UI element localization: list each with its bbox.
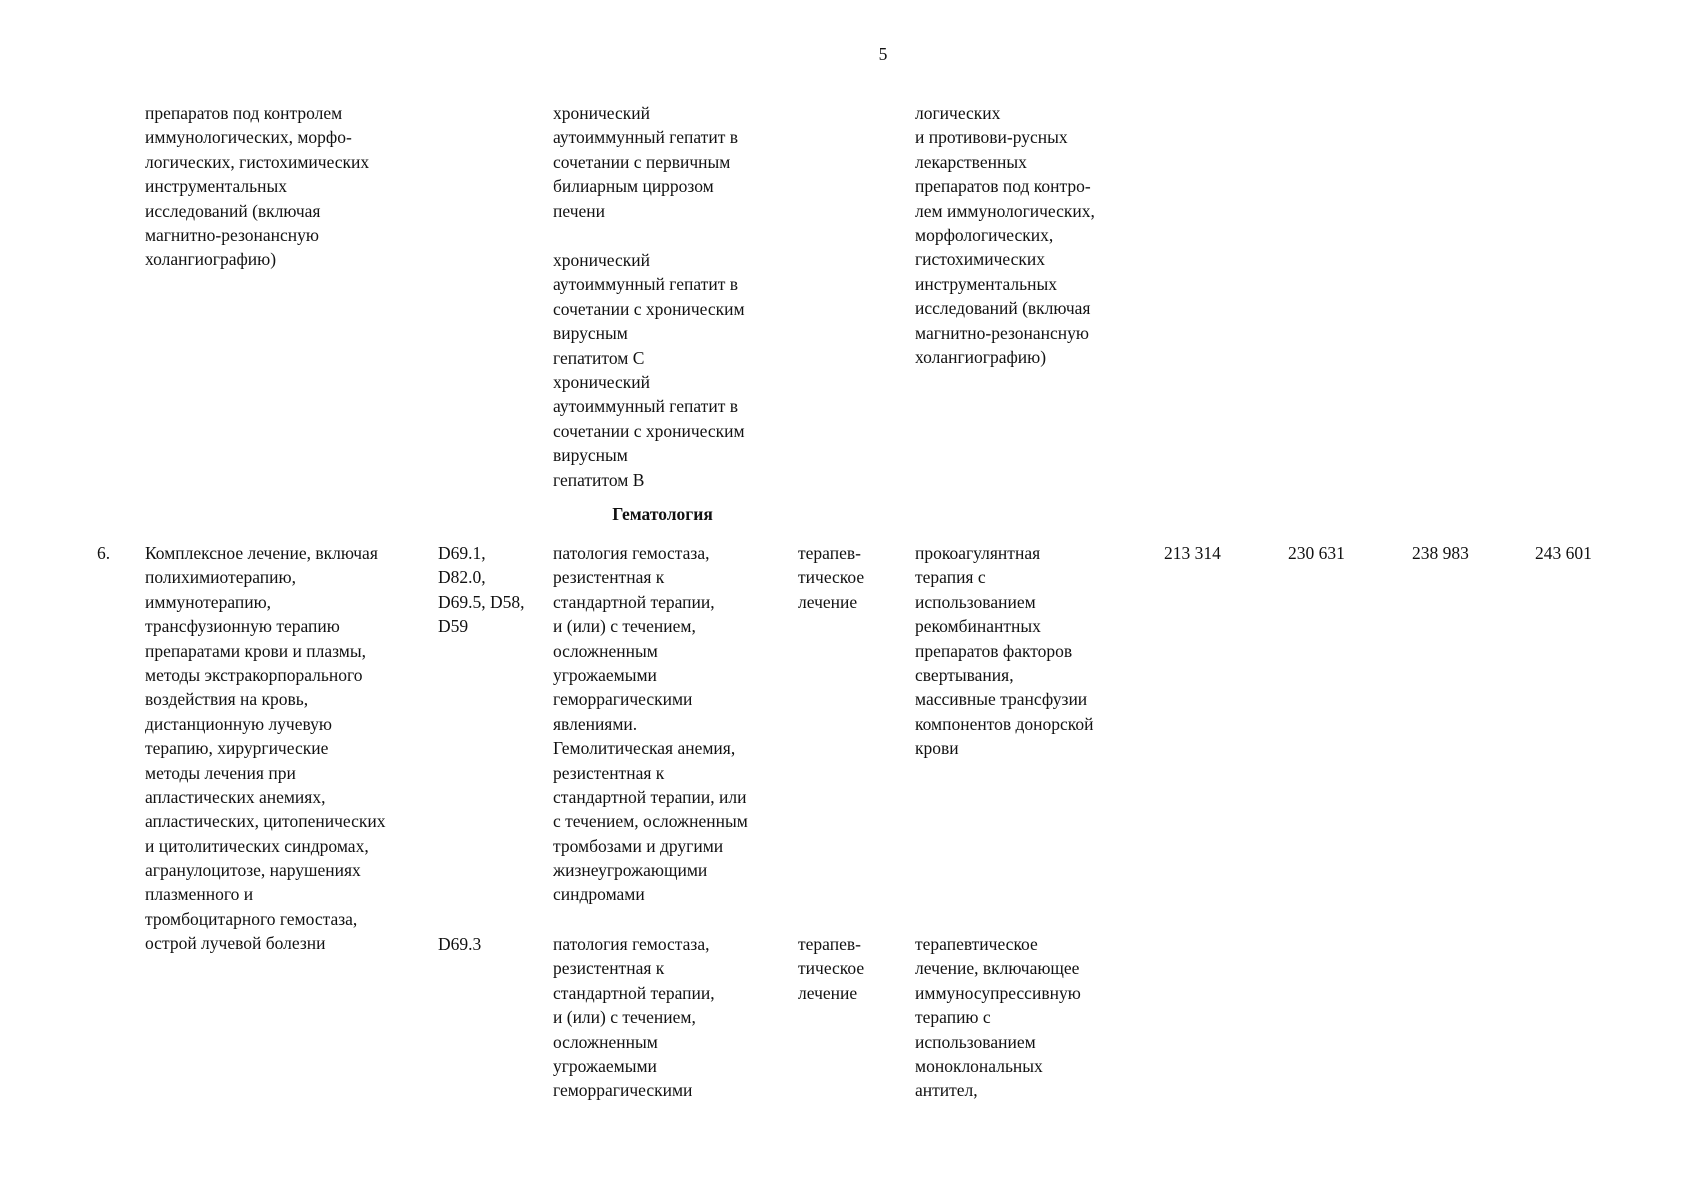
text-line: резистентная к (553, 762, 665, 783)
text-line: холангиографию) (145, 249, 277, 270)
text-line: лечение, включающее (915, 958, 1080, 979)
text-line: иммуносупрессивную (915, 982, 1081, 1003)
text-line: патология гемостаза, (553, 934, 710, 954)
text-line: лечение (798, 982, 858, 1003)
text-line: стандартной терапии, или (553, 786, 747, 807)
text-line: методы экстракорпорального (145, 664, 363, 685)
text-line: аутоиммунный гепатит в (553, 274, 738, 295)
row-6-codes-b (438, 932, 481, 956)
text-line: хронический (553, 250, 650, 270)
text-line: исследований (включая (915, 298, 1091, 319)
text-line: антител, (915, 1080, 978, 1101)
text-line: лечение (798, 591, 858, 612)
text-line: жизнеугрожающими (553, 860, 708, 881)
row-6-treatment-type-a (798, 541, 864, 614)
text-line: патология гемостаза, (553, 543, 710, 563)
text-line: дистанционную лучевую (145, 713, 332, 734)
text-line: резистентная к (553, 958, 665, 979)
text-line: магнитно-резонансную (915, 322, 1089, 343)
continuation-treatment-method-cell (915, 101, 1095, 369)
text-line: свертывания, (915, 664, 1014, 685)
text-line: трансфузионную терапию (145, 616, 340, 637)
text-line: апластических анемиях, (145, 786, 326, 807)
text-line: Комплексное лечение, включая (145, 543, 378, 563)
text-line: тромбоцитарного гемостаза, (145, 908, 358, 929)
text-line: гистохимических (915, 249, 1045, 270)
continuation-diagnosis-cell-2 (553, 248, 745, 492)
text-line: тическое (798, 958, 865, 979)
text-line: препаратов под контролем (145, 103, 343, 123)
text-line: магнитно-резонансную (145, 224, 319, 245)
page-number: 5 (878, 44, 888, 64)
text-line: методы лечения при (145, 762, 296, 783)
text-line: крови (915, 738, 959, 759)
text-line: иммунотерапию, (145, 591, 272, 612)
cost-value-1: 213 314 (1164, 543, 1221, 563)
text-line: и противови-русных (915, 127, 1068, 148)
text-line: резистентная к (553, 567, 665, 588)
text-line: полихимиотерапию, (145, 567, 296, 588)
row-6-diagnosis-a (553, 541, 748, 907)
text-line: стандартной терапии, (553, 982, 715, 1003)
text-line: агранулоцитозе, нарушениях (145, 860, 361, 881)
text-line: с течением, осложненным (553, 811, 748, 832)
text-line: гепатитом B (553, 469, 645, 490)
row-6-method-b (915, 932, 1081, 1103)
text-line: D69.5, D58, (438, 591, 525, 612)
text-line: хронический (553, 103, 650, 123)
text-line: билиарным циррозом (553, 176, 714, 197)
text-line: инструментальных (145, 176, 287, 197)
text-line: хронический (553, 371, 650, 392)
text-line: и цитолитических синдромах, (145, 835, 369, 856)
text-line: рекомбинантных (915, 616, 1041, 637)
text-line: инструментальных (915, 273, 1057, 294)
text-line: исследований (включая (145, 200, 321, 221)
section-heading-hematology: Гематология (612, 504, 713, 524)
text-line: апластических, цитопенических (145, 811, 386, 832)
text-line: и (или) с течением, (553, 1007, 696, 1028)
text-line: стандартной терапии, (553, 591, 715, 612)
text-line: осложненным (553, 1031, 658, 1052)
text-line: геморрагическими (553, 1080, 693, 1101)
text-line: тромбозами и другими (553, 835, 724, 856)
text-line: Гемолитическая анемия, (553, 738, 736, 759)
row-6-treatment-type-b (798, 932, 864, 1005)
row-6-codes-a (438, 541, 525, 639)
text-line: печени (553, 200, 605, 221)
text-line: и (или) с течением, (553, 616, 696, 637)
text-line: угрожаемыми (553, 1055, 657, 1076)
text-line: терапевтическое (915, 934, 1038, 954)
text-line: терапию, хирургические (145, 738, 329, 759)
text-line: D82.0, (438, 567, 486, 588)
text-line: аутоиммунный гепатит в (553, 127, 738, 148)
text-line: лекарственных (915, 151, 1027, 172)
text-line: сочетании с хроническим (553, 420, 745, 441)
text-line: плазменного и (145, 884, 254, 905)
text-line: вирусным (553, 445, 628, 466)
cost-value-3: 238 983 (1412, 543, 1469, 563)
text-line: препаратов под контро- (915, 176, 1091, 197)
text-line: геморрагическими (553, 689, 693, 710)
row-6-method-a (915, 541, 1094, 761)
text-line: осложненным (553, 640, 658, 661)
text-line: холангиографию) (915, 346, 1047, 367)
text-line: гепатитом С (553, 347, 645, 368)
text-line: тическое (798, 567, 865, 588)
text-line: синдромами (553, 884, 645, 905)
text-line: морфологических, (915, 224, 1054, 245)
text-line: D69.1, (438, 543, 486, 563)
text-line: сочетании с хроническим (553, 298, 745, 319)
text-line: использованием (915, 591, 1036, 612)
text-line: моноклональных (915, 1055, 1043, 1076)
text-line: D59 (438, 616, 469, 637)
text-line: логических (915, 103, 1001, 123)
text-line: сочетании с первичным (553, 151, 731, 172)
text-line: иммунологических, морфо- (145, 127, 352, 148)
text-line: массивные трансфузии (915, 689, 1088, 710)
text-line: прокоагулянтная (915, 543, 1041, 563)
text-line: лем иммунологических, (915, 200, 1095, 221)
text-line: явлениями. (553, 713, 638, 734)
row-number: 6. (97, 543, 111, 563)
text-line: использованием (915, 1031, 1036, 1052)
text-line: терапию с (915, 1007, 991, 1028)
text-line: воздействия на кровь, (145, 689, 309, 710)
text-line: логических, гистохимических (145, 151, 370, 172)
text-line: препаратами крови и плазмы, (145, 640, 367, 661)
cost-value-2: 230 631 (1288, 543, 1345, 563)
row-6-diagnosis-b (553, 932, 715, 1103)
text-line: D69.3 (438, 934, 482, 954)
continuation-diagnosis-cell-1 (553, 101, 738, 223)
text-line: острой лучевой болезни (145, 933, 326, 954)
text-line: препаратов факторов (915, 640, 1073, 661)
text-line: терапия с (915, 567, 986, 588)
row-6-name-cell (145, 541, 385, 956)
text-line: угрожаемыми (553, 664, 657, 685)
text-line: терапев- (798, 934, 861, 954)
text-line: компонентов донорской (915, 713, 1094, 734)
text-line: аутоиммунный гепатит в (553, 396, 738, 417)
text-line: вирусным (553, 323, 628, 344)
cost-value-4: 243 601 (1535, 543, 1592, 563)
continuation-method-cell (145, 101, 369, 272)
text-line: терапев- (798, 543, 861, 563)
